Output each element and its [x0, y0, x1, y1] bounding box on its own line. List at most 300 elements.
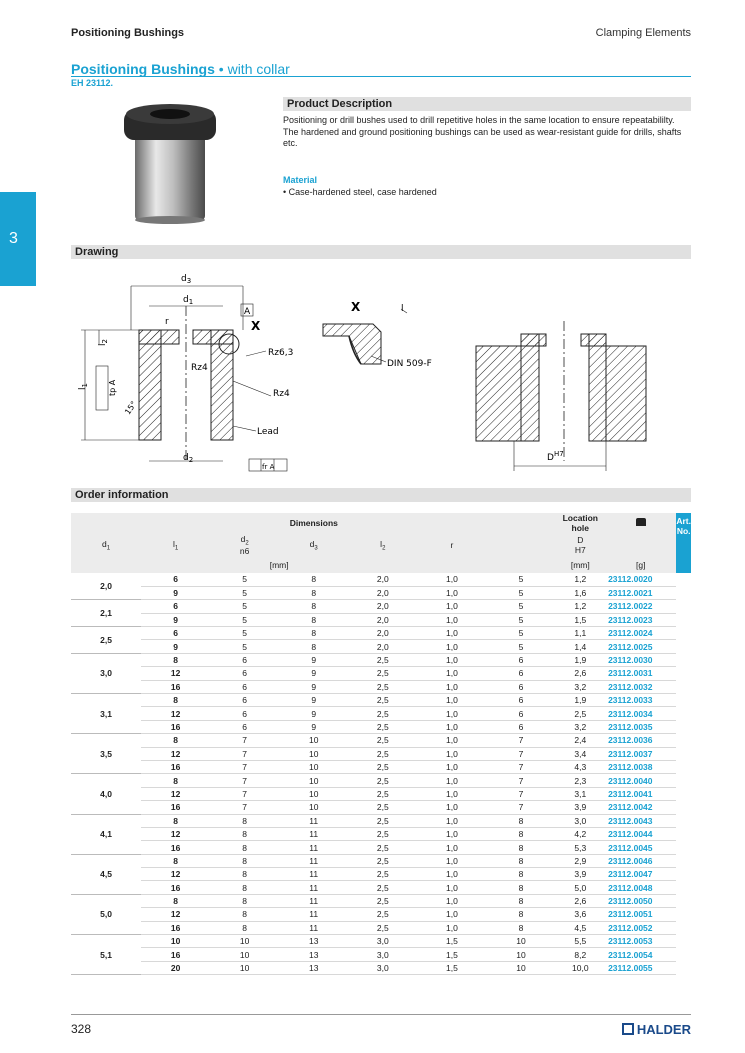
cell: 1,0 [417, 774, 486, 787]
table-row [71, 613, 691, 626]
chapter-tab [0, 192, 36, 286]
brand-icon [622, 1023, 634, 1035]
cell: 8 [210, 814, 279, 827]
cell: 5 [210, 613, 279, 626]
cell: 9 [279, 720, 348, 733]
cell: 5 [486, 613, 555, 626]
article-number[interactable]: 23112.0053 [605, 935, 676, 948]
article-number[interactable]: 23112.0021 [605, 586, 676, 599]
cell: 1,0 [417, 600, 486, 613]
cell: 2,5 [556, 707, 606, 720]
cell: 11 [279, 827, 348, 840]
table-row [71, 921, 691, 934]
cell: 10 [279, 774, 348, 787]
cell: 6 [141, 600, 210, 613]
title-rule [71, 76, 691, 77]
cell: 1,0 [417, 694, 486, 707]
cell: 8 [141, 694, 210, 707]
cell: 2,6 [556, 667, 606, 680]
cell: 16 [141, 948, 210, 961]
cell: 2,5 [348, 774, 417, 787]
cell: 10 [210, 961, 279, 974]
cell: 8 [141, 653, 210, 666]
cell: 10 [279, 787, 348, 800]
table-row [71, 935, 691, 948]
table-row [71, 908, 691, 921]
cell: 1,0 [417, 627, 486, 640]
article-number[interactable]: 23112.0033 [605, 694, 676, 707]
cell: 8 [141, 854, 210, 867]
cell: 3,2 [556, 680, 606, 693]
table-row [71, 760, 691, 773]
cell: 6 [486, 667, 555, 680]
detail-x-label: X [351, 300, 361, 314]
article-number[interactable]: 23112.0048 [605, 881, 676, 894]
cell: 10 [486, 948, 555, 961]
cell: 2,5 [348, 881, 417, 894]
cell: 2,5 [348, 908, 417, 921]
col-l1: $l_1$ [141, 533, 210, 557]
cell: 1,0 [417, 894, 486, 907]
cell: 11 [279, 814, 348, 827]
cell: 3,0 [348, 961, 417, 974]
cell: 7 [486, 774, 555, 787]
cell: 7 [210, 734, 279, 747]
cell: 13 [279, 948, 348, 961]
article-number[interactable]: 23112.0037 [605, 747, 676, 760]
cell: 10 [279, 734, 348, 747]
order-table [71, 513, 691, 975]
article-number[interactable]: 23112.0054 [605, 948, 676, 961]
cell: 2,4 [556, 734, 606, 747]
cell: 10 [279, 760, 348, 773]
cell: 8 [141, 734, 210, 747]
cell: 7 [486, 760, 555, 773]
cell: 1,6 [556, 586, 606, 599]
cell: 1,0 [417, 613, 486, 626]
cell: 4,5 [556, 921, 606, 934]
cell: 8 [486, 827, 555, 840]
cell: 11 [279, 894, 348, 907]
cell: 5 [210, 627, 279, 640]
cell: 1,0 [417, 801, 486, 814]
cell: 2,5 [348, 747, 417, 760]
table-row [71, 948, 691, 961]
cell: 5,5 [556, 935, 606, 948]
table-row [71, 881, 691, 894]
cell: 9 [279, 653, 348, 666]
table-row [71, 600, 691, 613]
cell: 1,9 [556, 694, 606, 707]
brand-logo [622, 1022, 691, 1037]
cell: 8 [486, 921, 555, 934]
cell: 1,9 [556, 653, 606, 666]
cell: 3,0 [348, 948, 417, 961]
col-D: D H7 [556, 533, 606, 557]
page-number: 328 [71, 1022, 92, 1036]
d1-cell: 3,0 [71, 653, 141, 693]
product-photo [120, 100, 220, 225]
cell: 10 [486, 935, 555, 948]
cell: 7 [210, 801, 279, 814]
product-description-heading: Product Description [283, 97, 691, 111]
cell: 3,1 [556, 787, 606, 800]
drawing-heading: Drawing [71, 245, 691, 259]
cell: 8 [210, 827, 279, 840]
article-number[interactable]: 23112.0031 [605, 667, 676, 680]
label-rz4-b: Rz4 [273, 389, 290, 399]
cell: 1,0 [417, 707, 486, 720]
cell: 2,0 [348, 627, 417, 640]
order-table-wrap [71, 513, 691, 975]
order-info-heading: Order information [71, 488, 691, 502]
cell: 8,2 [556, 948, 606, 961]
cell: 3,9 [556, 868, 606, 881]
cell: 2,0 [348, 586, 417, 599]
label-l2: $l_2$ [98, 339, 109, 346]
cell: 1,5 [556, 613, 606, 626]
d1-cell: 5,1 [71, 935, 141, 975]
cell: 8 [486, 868, 555, 881]
cell: 4,2 [556, 827, 606, 840]
cell: 4,3 [556, 760, 606, 773]
article-number[interactable]: 23112.0045 [605, 841, 676, 854]
cell: 12 [141, 827, 210, 840]
cell: 9 [279, 680, 348, 693]
detail-l-label: l [401, 304, 404, 314]
d1-cell: 2,0 [71, 573, 141, 600]
cell: 2,5 [348, 894, 417, 907]
cell: 8 [210, 881, 279, 894]
table-row [71, 734, 691, 747]
page-title [71, 61, 290, 77]
cell: 16 [141, 881, 210, 894]
cell: 2,5 [348, 854, 417, 867]
cell: 5,0 [556, 881, 606, 894]
title-main: Positioning Bushings [71, 61, 215, 77]
table-row [71, 801, 691, 814]
article-number[interactable]: 23112.0042 [605, 801, 676, 814]
label-tp: tp A [108, 379, 117, 396]
cell: 6 [210, 707, 279, 720]
cell: 2,5 [348, 653, 417, 666]
article-number[interactable]: 23112.0020 [605, 573, 676, 586]
cell: 11 [279, 841, 348, 854]
table-row [71, 653, 691, 666]
cell: 7 [486, 747, 555, 760]
cell: 2,3 [556, 774, 606, 787]
d1-cell: 5,0 [71, 894, 141, 934]
article-number[interactable]: 23112.0040 [605, 774, 676, 787]
cell: 7 [486, 787, 555, 800]
cell: 6 [486, 694, 555, 707]
cell: 9 [279, 707, 348, 720]
cell: 6 [486, 720, 555, 733]
cell: 8 [210, 908, 279, 921]
cell: 9 [141, 613, 210, 626]
cell: 13 [279, 935, 348, 948]
cell: 1,2 [556, 600, 606, 613]
label-X: X [251, 319, 261, 333]
cell: 3,4 [556, 747, 606, 760]
cell: 10,0 [556, 961, 606, 974]
table-row [71, 707, 691, 720]
table-row [71, 787, 691, 800]
article-number[interactable]: 23112.0047 [605, 868, 676, 881]
cell: 1,0 [417, 573, 486, 586]
cell: 5 [486, 586, 555, 599]
article-number[interactable]: 23112.0041 [605, 787, 676, 800]
article-number[interactable]: 23112.0024 [605, 627, 676, 640]
d1-cell: 3,5 [71, 734, 141, 774]
cell: 1,0 [417, 854, 486, 867]
cell: 6 [210, 667, 279, 680]
cell: 6 [210, 694, 279, 707]
cell: 8 [279, 640, 348, 653]
table-row [71, 694, 691, 707]
d1-cell: 4,0 [71, 774, 141, 814]
table-row [71, 827, 691, 840]
col-l2: $l_2$ [348, 533, 417, 557]
cell: 2,0 [348, 573, 417, 586]
cell: 16 [141, 760, 210, 773]
article-number[interactable]: 23112.0051 [605, 908, 676, 921]
article-number[interactable]: 23112.0025 [605, 640, 676, 653]
material-heading: Material [283, 175, 318, 185]
cell: 2,5 [348, 814, 417, 827]
cell: 8 [279, 573, 348, 586]
label-d3: $d_3$ [181, 274, 192, 285]
cell: 2,5 [348, 734, 417, 747]
cell: 6 [210, 680, 279, 693]
cell: 1,0 [417, 586, 486, 599]
label-rz4-a: Rz4 [191, 363, 208, 373]
cell: 5 [486, 627, 555, 640]
cell: 1,5 [417, 961, 486, 974]
cell: 3,2 [556, 720, 606, 733]
cell: 5 [486, 573, 555, 586]
article-number[interactable]: 23112.0046 [605, 854, 676, 867]
cell: 20 [141, 961, 210, 974]
cell: 8 [486, 881, 555, 894]
cell: 12 [141, 868, 210, 881]
cell: 12 [141, 787, 210, 800]
label-lead: Lead [257, 427, 279, 437]
cell: 8 [486, 814, 555, 827]
cell: 1,0 [417, 653, 486, 666]
table-row [71, 841, 691, 854]
d1-cell: 2,1 [71, 600, 141, 627]
cell: 6 [210, 720, 279, 733]
cell: 8 [279, 586, 348, 599]
cell: 2,5 [348, 868, 417, 881]
col-d1: $d_1$ [71, 533, 141, 557]
cell: 16 [141, 841, 210, 854]
cell: 7 [486, 734, 555, 747]
label-angle: 15° [123, 399, 139, 417]
cell: 11 [279, 921, 348, 934]
cell: 2,6 [556, 894, 606, 907]
label-d1: $d_1$ [183, 295, 194, 306]
footer-rule [71, 1014, 691, 1015]
table-row [71, 573, 691, 586]
label-l1: $l_1$ [78, 383, 89, 390]
cell: 12 [141, 747, 210, 760]
cell: 8 [210, 868, 279, 881]
cell: 6 [210, 653, 279, 666]
cell: 10 [141, 935, 210, 948]
cell: 2,5 [348, 694, 417, 707]
cell: 7 [486, 801, 555, 814]
cell: 8 [486, 841, 555, 854]
cell: 12 [141, 908, 210, 921]
chapter-number: 3 [9, 230, 18, 247]
cell: 6 [141, 573, 210, 586]
cell: 8 [210, 854, 279, 867]
cell: 5 [210, 600, 279, 613]
cell: 2,5 [348, 827, 417, 840]
table-row [71, 720, 691, 733]
cell: 5 [486, 600, 555, 613]
cell: 1,5 [417, 935, 486, 948]
cell: 8 [486, 894, 555, 907]
article-number[interactable]: 23112.0038 [605, 760, 676, 773]
article-number[interactable]: 23112.0044 [605, 827, 676, 840]
product-code: EH 23112. [71, 78, 114, 88]
cell: 2,5 [348, 707, 417, 720]
cell: 1,0 [417, 908, 486, 921]
table-row [71, 868, 691, 881]
table-row [71, 854, 691, 867]
cell: 2,5 [348, 720, 417, 733]
d1-cell: 2,5 [71, 627, 141, 654]
table-row [71, 667, 691, 680]
table-row [71, 814, 691, 827]
cell: 2,5 [348, 841, 417, 854]
cell: 1,0 [417, 787, 486, 800]
cell: 1,4 [556, 640, 606, 653]
article-number[interactable]: 23112.0034 [605, 707, 676, 720]
cell: 3,6 [556, 908, 606, 921]
cell: 5 [210, 573, 279, 586]
table-row [71, 640, 691, 653]
table-row [71, 961, 691, 974]
cell: 9 [141, 640, 210, 653]
cell: 2,5 [348, 921, 417, 934]
cell: 5,3 [556, 841, 606, 854]
article-number[interactable]: 23112.0043 [605, 814, 676, 827]
article-number[interactable]: 23112.0032 [605, 680, 676, 693]
cell: 8 [486, 908, 555, 921]
cell: 1,0 [417, 921, 486, 934]
cell: 8 [210, 921, 279, 934]
cell: 1,0 [417, 814, 486, 827]
article-number[interactable]: 23112.0030 [605, 653, 676, 666]
cell: 6 [486, 653, 555, 666]
cell: 10 [210, 948, 279, 961]
article-number[interactable]: 23112.0055 [605, 961, 676, 974]
label-A: A [244, 307, 251, 317]
brand-name: HALDER [636, 1022, 691, 1037]
cell: 1,0 [417, 680, 486, 693]
cell: 8 [486, 854, 555, 867]
article-number[interactable]: 23112.0022 [605, 600, 676, 613]
title-sub: with collar [227, 61, 290, 77]
cell: 1,0 [417, 760, 486, 773]
cell: 1,0 [417, 881, 486, 894]
table-row [71, 680, 691, 693]
description-line-1: Positioning or drill bushes used to drill repetitive holes in the same location to ensure repeatabililty. [283, 115, 675, 125]
article-number[interactable]: 23112.0052 [605, 921, 676, 934]
d1-cell: 4,5 [71, 854, 141, 894]
cell: 3,0 [556, 814, 606, 827]
article-number[interactable]: 23112.0035 [605, 720, 676, 733]
label-r: r [165, 317, 169, 327]
table-row [71, 627, 691, 640]
cell: 1,0 [417, 720, 486, 733]
cell: 16 [141, 720, 210, 733]
cell: 1,0 [417, 747, 486, 760]
product-description [283, 115, 688, 150]
cell: 10 [279, 747, 348, 760]
cell: 2,5 [348, 787, 417, 800]
cell: 11 [279, 908, 348, 921]
location-hole-header: Location hole [556, 513, 606, 533]
unit-g: [g] [605, 557, 676, 573]
cell: 8 [141, 894, 210, 907]
cell: 2,5 [348, 667, 417, 680]
cell: 7 [210, 787, 279, 800]
cell: 7 [210, 774, 279, 787]
table-row [71, 774, 691, 787]
col-d3: $d_3$ [279, 533, 348, 557]
header-section-title: Positioning Bushings [71, 27, 185, 39]
technical-drawing [71, 266, 691, 481]
article-number[interactable]: 23112.0036 [605, 734, 676, 747]
article-number[interactable]: 23112.0050 [605, 894, 676, 907]
cell: 1,0 [417, 827, 486, 840]
header-category: Clamping Elements [595, 27, 691, 39]
cell: 7 [210, 747, 279, 760]
cell: 3,0 [348, 935, 417, 948]
d1-cell: 3,1 [71, 694, 141, 734]
cell: 5 [210, 586, 279, 599]
art-no-header: Art. No. [676, 513, 691, 573]
cell: 13 [279, 961, 348, 974]
cell: 11 [279, 881, 348, 894]
cell: 1,0 [417, 841, 486, 854]
label-fr: fr A [262, 463, 275, 471]
article-number[interactable]: 23112.0023 [605, 613, 676, 626]
table-row [71, 747, 691, 760]
cell: 8 [210, 841, 279, 854]
col-r: r [417, 533, 486, 557]
unit-mm-location: [mm] [556, 557, 606, 573]
cell: 2,5 [348, 680, 417, 693]
cell: 8 [210, 894, 279, 907]
cell: 8 [141, 774, 210, 787]
cell: 2,5 [348, 801, 417, 814]
cell: 3,9 [556, 801, 606, 814]
cell: 1,1 [556, 627, 606, 640]
col-d2: $d_2$ n6 [210, 533, 279, 557]
cell: 9 [279, 667, 348, 680]
label-rz63: Rz6,3 [268, 348, 294, 358]
cell: 6 [486, 707, 555, 720]
cell: 16 [141, 680, 210, 693]
cell: 8 [279, 627, 348, 640]
cell: 5 [486, 640, 555, 653]
